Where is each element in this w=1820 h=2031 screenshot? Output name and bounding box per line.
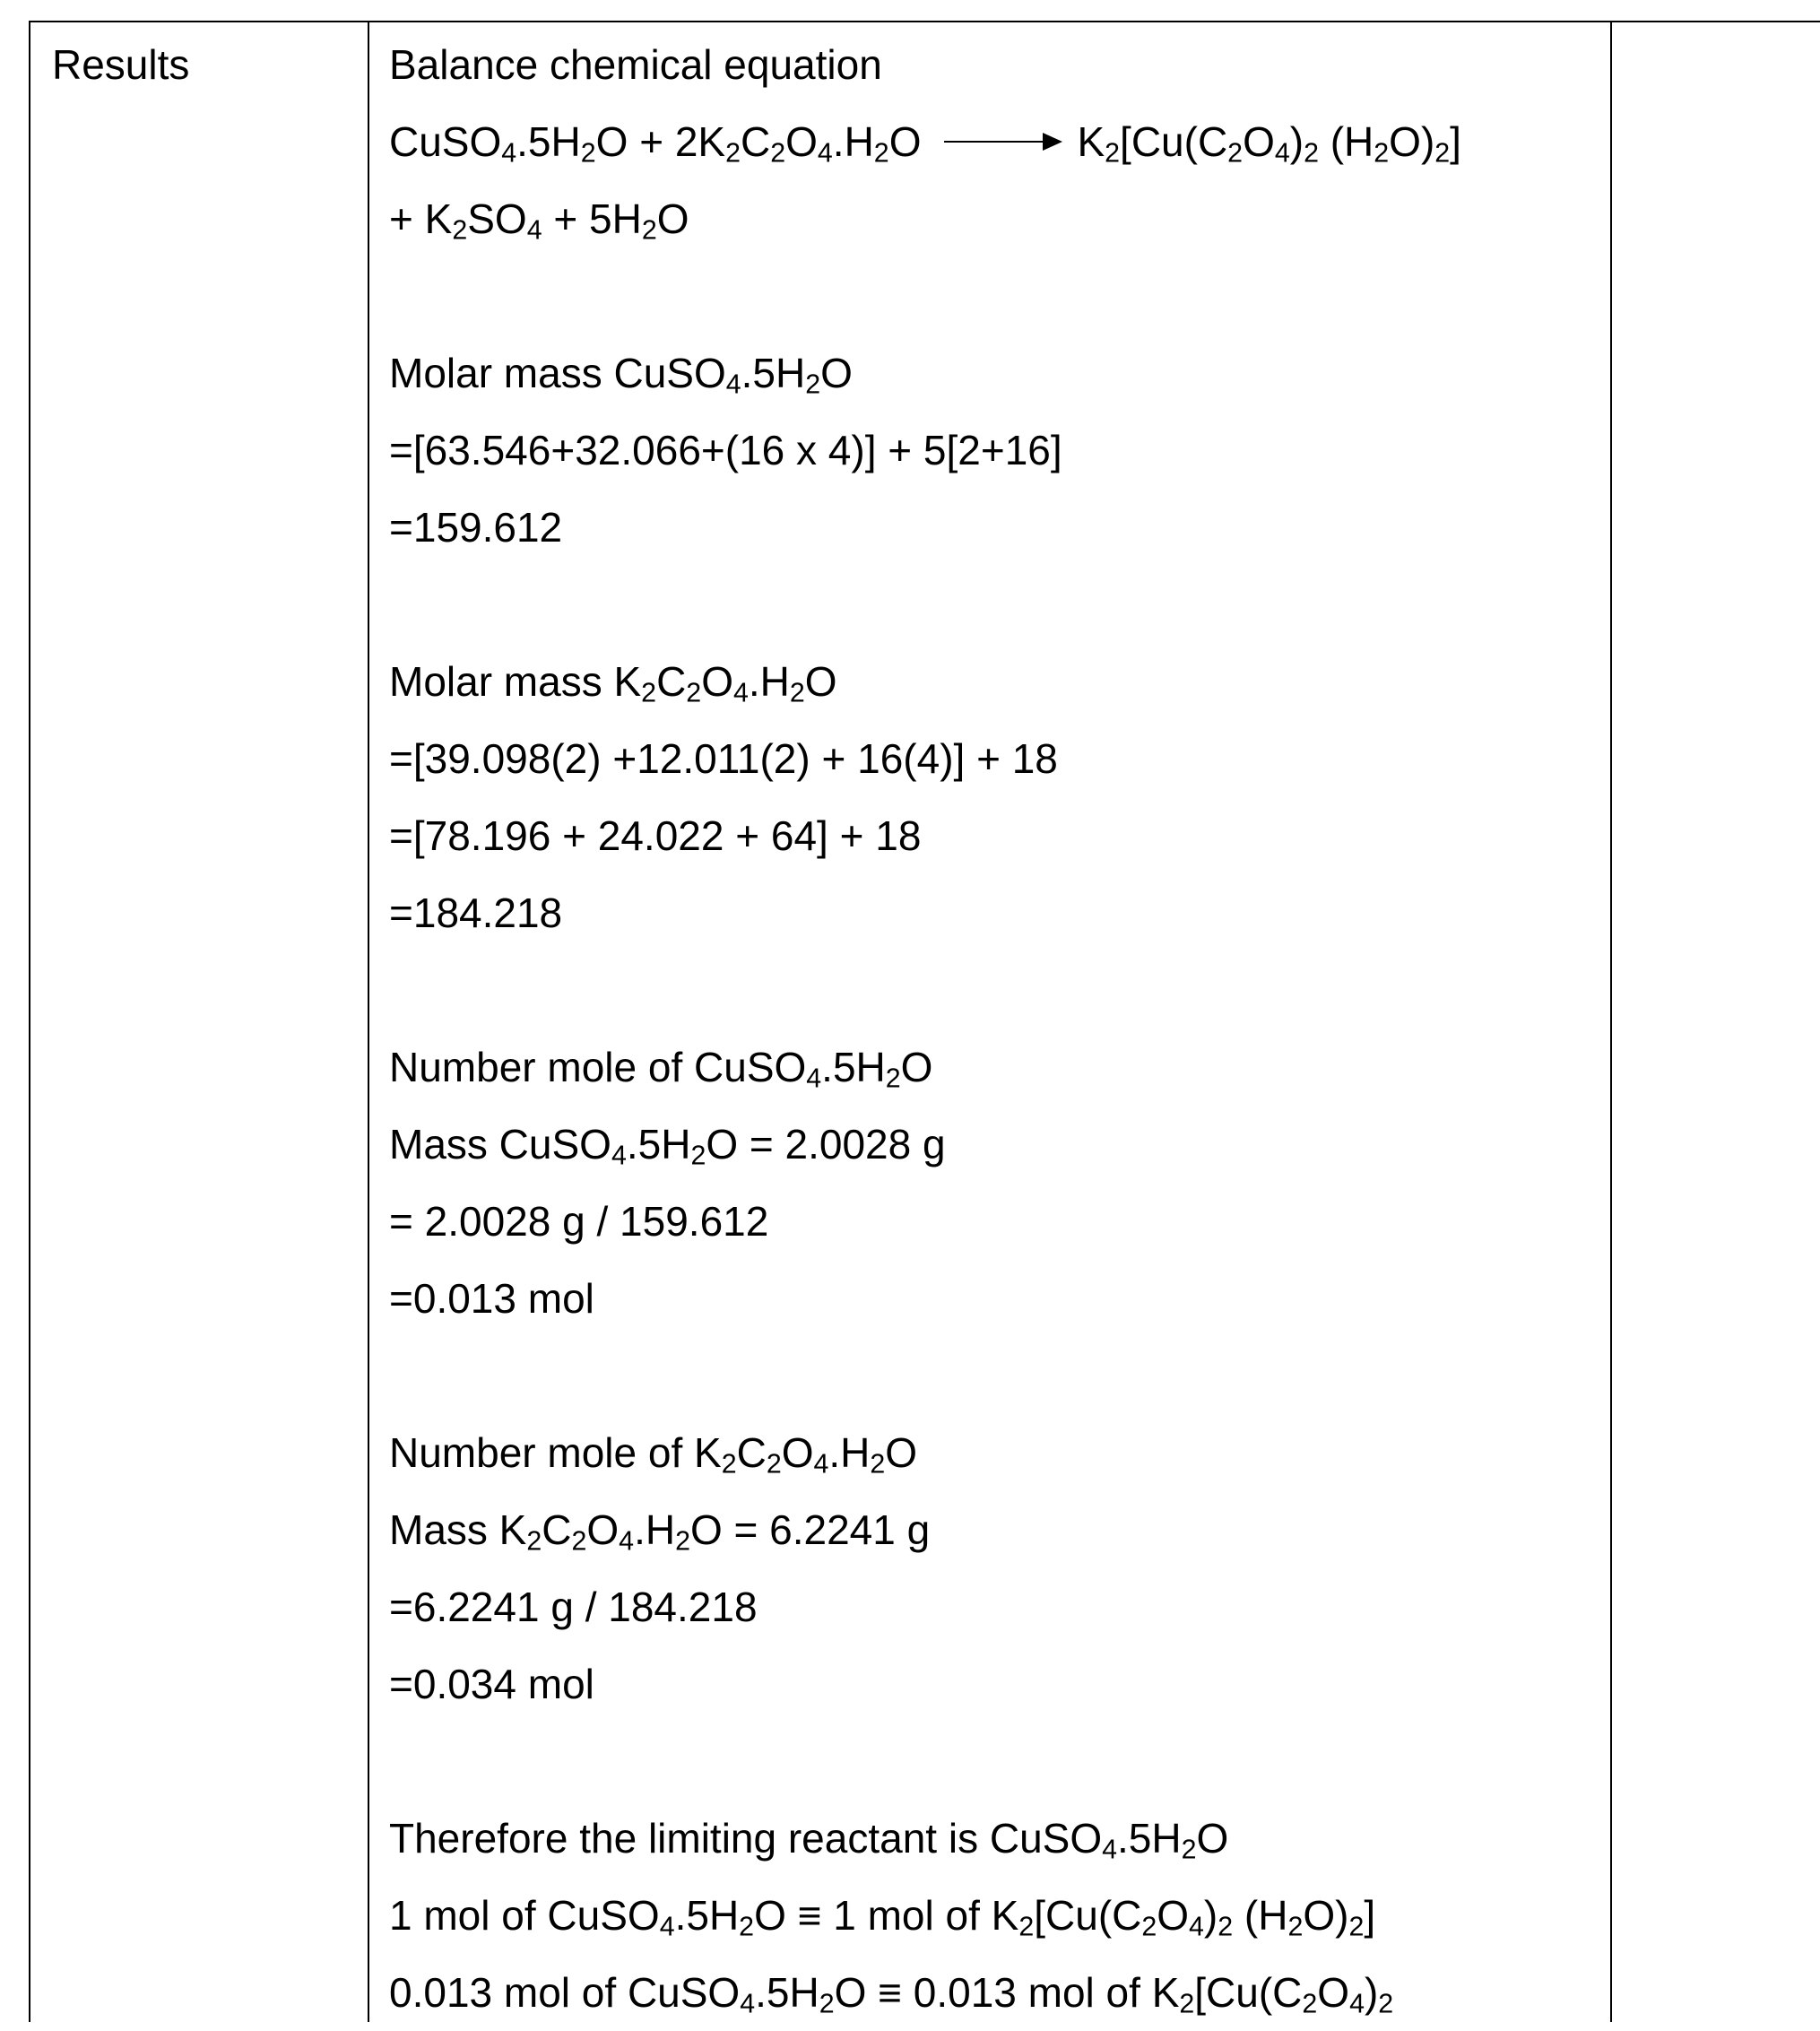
text-run: [Cu(C: [1194, 1969, 1303, 2016]
subscript: 2: [739, 1912, 755, 1942]
subscript: 2: [690, 1141, 706, 1171]
text-run: Balance chemical equation: [389, 41, 882, 88]
text-run: =[78.196 + 24.022 + 64] + 18: [389, 812, 922, 859]
text-run: O): [1303, 1892, 1349, 1939]
column-divider-right: [1610, 22, 1612, 2022]
text-run: O: [1196, 1815, 1229, 1862]
blank-line: [389, 566, 1608, 643]
text-run: =159.612: [389, 504, 563, 551]
text-run: .5H: [755, 1969, 819, 2016]
text-run: [Cu(C: [1034, 1892, 1142, 1939]
text-run: .5H: [821, 1044, 886, 1090]
text-run: O): [1389, 118, 1435, 165]
calculation-line: [389, 874, 1608, 951]
text-run: O: [1243, 118, 1275, 165]
text-run: O ≡ 0.013 mol of K: [834, 1969, 1180, 2016]
text-run: O = 6.2241 g: [689, 1506, 931, 1553]
text-run: =0.013 mol: [389, 1275, 594, 1322]
text-run: Number mole of K: [389, 1429, 722, 1476]
text-run: O: [781, 1429, 814, 1476]
text-run: = 2.0028 g / 159.612: [389, 1198, 769, 1245]
text-run: 0.013 mol of CuSO: [389, 1969, 741, 2016]
subscript: 2: [885, 1063, 901, 1094]
results-table: [29, 21, 1820, 2022]
calculation-line: [389, 1183, 1608, 1260]
text-run: 1 mol of CuSO: [389, 1892, 660, 1939]
calculation-line: [389, 489, 1608, 566]
calculation-line: [389, 1800, 1608, 1877]
subscript: 4: [1274, 138, 1290, 169]
text-run: Therefore the limiting reactant is CuSO: [389, 1815, 1103, 1862]
text-run: O: [888, 118, 922, 165]
subscript: 2: [1434, 138, 1451, 169]
text-run: Number mole of CuSO: [389, 1044, 807, 1090]
subscript: 4: [732, 678, 749, 708]
calculation-line: [389, 1954, 1608, 2031]
text-run: O: [701, 658, 733, 705]
subscript: 4: [817, 138, 833, 169]
text-run: O + 2K: [595, 118, 726, 165]
calculation-line: [389, 1645, 1608, 1723]
text-run: .5H: [674, 1892, 740, 1939]
subscript: 2: [1302, 1989, 1318, 2019]
subscript: 2: [571, 1526, 587, 1557]
subscript: 4: [659, 1912, 675, 1942]
text-run: O: [1317, 1969, 1350, 2016]
subscript: 4: [1189, 1912, 1204, 1942]
text-run: .5H: [626, 1121, 691, 1167]
text-run: =[39.098(2) +12.011(2) + 16(4)] + 18: [389, 735, 1058, 782]
text-run: (H: [1318, 118, 1374, 165]
subscript: 4: [619, 1526, 635, 1557]
subscript: 2: [1018, 1912, 1035, 1942]
text-run: O: [885, 1429, 918, 1476]
calculation-line: [389, 1568, 1608, 1645]
text-run: =0.034 mol: [389, 1661, 594, 1707]
calculation-line: [389, 1260, 1608, 1337]
calculation-line: [389, 1414, 1608, 1491]
text-run: C: [741, 118, 771, 165]
subscript: 2: [1218, 1912, 1234, 1942]
subscript: 2: [1179, 1989, 1195, 2019]
text-run: .5H: [516, 118, 581, 165]
subscript: 2: [1181, 1835, 1197, 1865]
text-run: .H: [634, 1506, 676, 1553]
text-run: Mass CuSO: [389, 1121, 611, 1167]
calculation-line: [389, 412, 1608, 489]
section-label: Results: [52, 41, 190, 88]
calculation-line: [389, 1106, 1608, 1183]
subscript: 2: [675, 1526, 690, 1557]
subscript: 2: [580, 138, 596, 169]
text-run: .H: [828, 1429, 871, 1476]
text-run: SO: [467, 195, 527, 242]
text-run: ]: [1450, 118, 1461, 165]
reaction-arrow-icon: [944, 141, 1059, 143]
text-run: K: [1077, 118, 1105, 165]
calculation-line: [389, 1491, 1608, 1568]
blank-line: [389, 257, 1608, 334]
text-run: C: [656, 658, 687, 705]
blank-line: [389, 951, 1608, 1029]
subscript: 2: [641, 678, 657, 708]
text-run: CuSO: [389, 118, 502, 165]
text-run: .H: [748, 658, 790, 705]
text-run: O: [785, 118, 818, 165]
subscript: 2: [1304, 138, 1319, 169]
text-run: =[63.546+32.066+(16 x 4)] + 5[2+16]: [389, 427, 1062, 473]
text-run: O: [820, 350, 853, 396]
text-run: + 5H: [542, 195, 642, 242]
subscript: 4: [725, 369, 741, 400]
text-run: + K: [389, 195, 453, 242]
subscript: 2: [805, 369, 821, 400]
text-run: .5H: [741, 350, 806, 396]
text-run: O: [656, 195, 689, 242]
subscript: 2: [873, 138, 889, 169]
calculation-line: [389, 797, 1608, 874]
subscript: 2: [770, 138, 786, 169]
subscript: 4: [813, 1449, 829, 1480]
calculation-line: [389, 103, 1608, 180]
calculation-line: [389, 180, 1608, 257]
calculation-line: [389, 720, 1608, 797]
subscript: 2: [1374, 138, 1390, 169]
text-run: O: [804, 658, 837, 705]
subscript: 4: [1349, 1989, 1365, 2019]
text-run: .5H: [1117, 1815, 1182, 1862]
subscript: 4: [611, 1141, 627, 1171]
text-run: O: [1157, 1892, 1190, 1939]
subscript: 2: [819, 1989, 835, 2019]
calculation-line: [389, 1877, 1608, 1954]
text-run: ]: [1364, 1892, 1376, 1939]
subscript: 2: [1141, 1912, 1157, 1942]
calculation-line: [389, 26, 1608, 103]
text-run: O: [900, 1044, 933, 1090]
text-run: ): [1203, 1892, 1218, 1939]
subscript: 2: [1287, 1912, 1304, 1942]
subscript: 2: [686, 678, 702, 708]
text-run: .H: [832, 118, 874, 165]
text-run: O = 2.0028 g: [706, 1121, 946, 1167]
subscript: 2: [721, 1449, 737, 1480]
subscript: 2: [1227, 138, 1244, 169]
calculation-content: [389, 26, 1608, 2031]
text-run: (H: [1233, 1892, 1288, 1939]
subscript: 2: [870, 1449, 886, 1480]
text-run: [Cu(C: [1120, 118, 1228, 165]
subscript: 2: [526, 1526, 542, 1557]
subscript: 2: [1105, 138, 1121, 169]
text-run: C: [542, 1506, 572, 1553]
subscript: 2: [1378, 1989, 1394, 2019]
subscript: 4: [1102, 1835, 1118, 1865]
text-run: Mass K: [389, 1506, 527, 1553]
subscript: 2: [452, 215, 468, 246]
subscript: 4: [526, 215, 542, 246]
text-run: Molar mass CuSO: [389, 350, 726, 396]
subscript: 2: [641, 215, 657, 246]
calculation-line: [389, 334, 1608, 412]
blank-line: [389, 1337, 1608, 1414]
subscript: 4: [740, 1989, 756, 2019]
subscript: 4: [501, 138, 517, 169]
calculation-line: [389, 1029, 1608, 1106]
text-run: =6.2241 g / 184.218: [389, 1584, 758, 1630]
subscript: 4: [806, 1063, 822, 1094]
text-run: C: [736, 1429, 767, 1476]
blank-line: [389, 1723, 1608, 1800]
text-run: ): [1364, 1969, 1379, 2016]
text-run: ): [1289, 118, 1304, 165]
subscript: 2: [766, 1449, 782, 1480]
text-run: O ≡ 1 mol of K: [754, 1892, 1019, 1939]
text-run: O: [586, 1506, 620, 1553]
calculation-line: [389, 643, 1608, 720]
subscript: 2: [725, 138, 741, 169]
column-divider-left: [368, 22, 369, 2022]
subscript: 2: [789, 678, 805, 708]
subscript: 2: [1348, 1912, 1365, 1942]
text-run: =184.218: [389, 890, 563, 936]
text-run: Molar mass K: [389, 658, 642, 705]
